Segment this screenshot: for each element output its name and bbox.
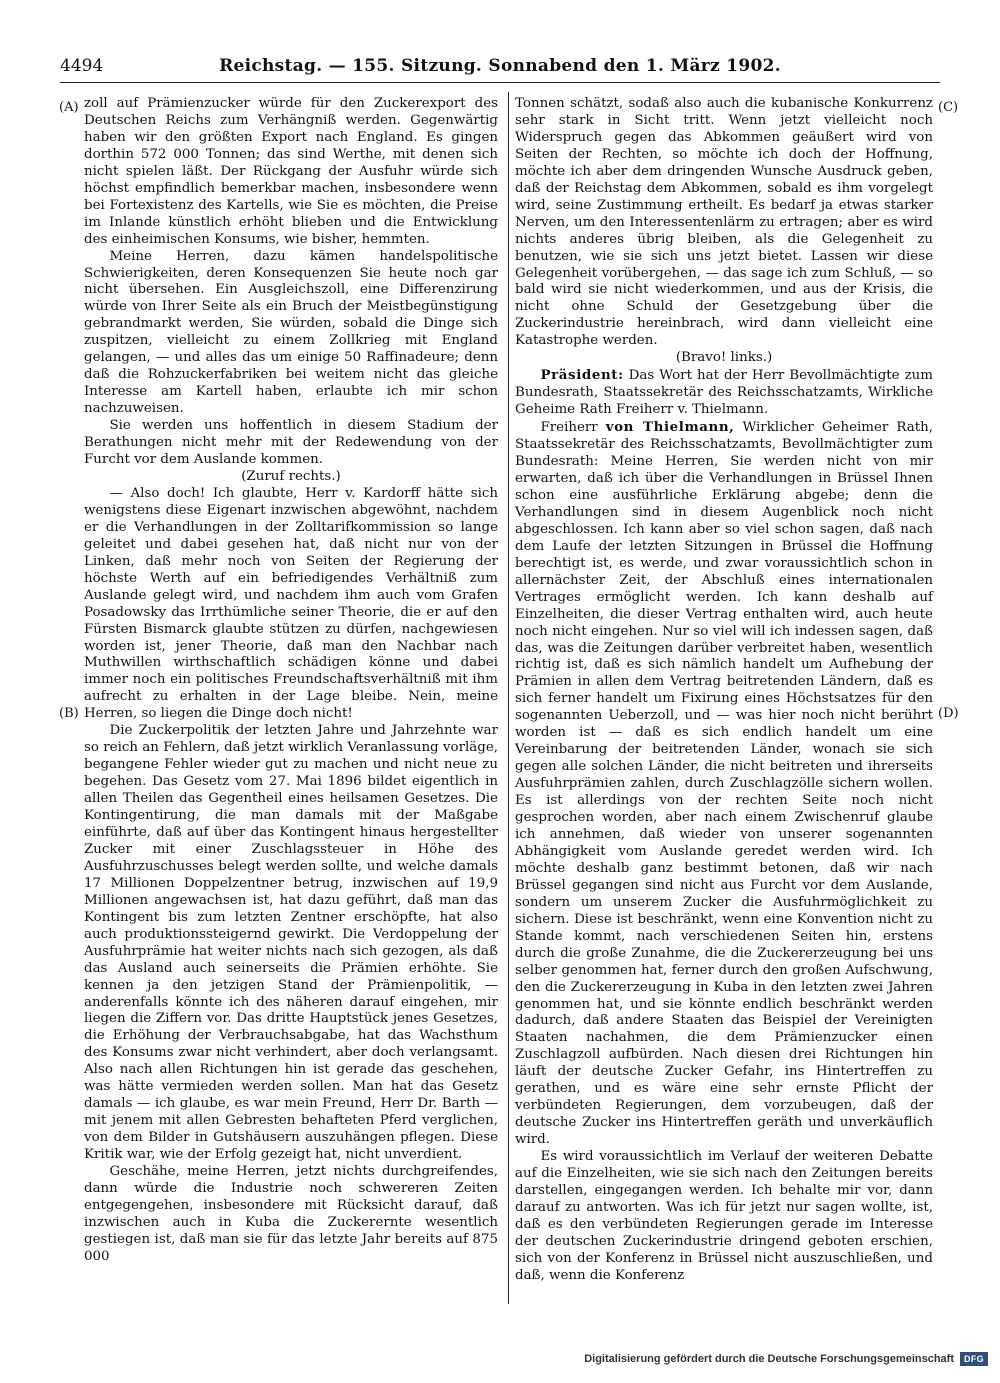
dfg-logo-icon: DFG bbox=[960, 1352, 988, 1366]
paragraph: Die Zuckerpolitik der letzten Jahre und Jahrzehnte war so reich an Fehlern, daß jetzt wirklich Veranlassung vorläge, begangene Fehler wieder gut zu machen und nicht neue zu begehen. Das Gesetz vom 27. Mai 1896 bildet eigentlich in allen Theilen das Gegentheil eines heilsamen Gesetzes. Die Kontingentirung, die man damals mit der Maßgabe einführte, daß auf über das Kontingent hinaus hergestellter Zucker mit einer Zuschlagssteuer in Höhe des Ausfuhrzuschusses belegt werden sollte, und welche damals 17 Millionen Doppelzentner betrug, inzwischen auf 19,9 Millionen angewachsen ist, hat dazu geführt, daß man das Kontingent bis zum letzten Zentner erschöpfte, hat also auch produktionssteigernd gewirkt. Die Verdoppelung der Ausfuhrprämie hat weiter nichts nach sich gezogen, als daß das Ausland auch seinerseits die Prämien erhöhte. Sie kennen ja den jetzigen Stand der Prämienpolitik, — anderenfalls könnte ich des näheren darauf eingehen, mir liegen die Ziffern vor. Das dritte Hauptstück jenes Gesetzes, die Erhöhung der Verbrauchsabgabe, hat das Wachsthum des Konsums zwar nicht verhindert, aber doch verlangsamt. Also nach allen Richtungen hin ist gerade das geschehen, was hätte vermieden werden sollen. Man hat das Gesetz damals — ich glaube, es war mein Freund, Herr Dr. Barth — mit jenem mit allen Gebresten behafteten Pferd verglichen, von dem Bilder in Gutshäusern auszuhängen pflegen. Diese Kritik war, wie der Erfolg gezeigt hat, nicht unverdient. bbox=[84, 723, 498, 1163]
margin-marker-d: (D) bbox=[938, 706, 959, 721]
applause-note: (Bravo! links.) bbox=[675, 350, 773, 366]
statement-text: Das Wort hat der Herr Bevollmächtigte zum Bundesrath, Staatssekretär des Reichsschatzamts, Wirkliche Geheime Rath Freiherr v. Thielmann. bbox=[515, 368, 933, 418]
paragraph: zoll auf Prämienzucker würde für den Zuckerexport des Deutschen Reichs zum Verhängniß werden. Gegenwärtig haben wir den größten Export nach England. Es gingen dorthin 572 000 Tonnen; das sind Werthe, mit denen sich nicht spielen läßt. Der Rückgang der Ausfuhr würde sich höchst empfindlich bemerkbar machen, insbesondere wenn bei Fortexistenz des Kartells, wie Sie es möchten, die Preise im Inlande künstlich erhöht blieben und die Entwicklung des einheimischen Konsums, wie bisher, hemmten. bbox=[84, 96, 498, 247]
paragraph: — Also doch! Ich glaubte, Herr v. Kardorff hätte sich wenigstens diese Eigenart inzwischen abgewöhnt, nachdem er die Verhandlungen in der Zolltarifkommission so lange geleitet und dabei gesehen hat, daß nicht nur von der Linken, daß mehr noch von Seiten der Regierung der höchste Werth auf ein befriedigendes Verhältniß zum Auslande gelegt wird, und nachdem ihm auch vom Grafen Posadowsky das Irrthümliche seiner Theorie, die er auf den Fürsten Bismarck glaubte stützen zu dürfen, nachgewiesen worden ist, jener Theorie, daß man den Nachbar nach Muthwillen wirthschaftlich schädigen könne und dabei immer noch ein politisches Freundschaftsverhältniß mit ihm aufrecht zu erhalten in der Lage bleibe. Nein, meine Herren, so liegen die Dinge doch nicht! bbox=[84, 485, 498, 722]
statement-text: Wirklicher Geheimer Rath, Staatssekretär des Reichsschatzamts, Bevollmächtigter zum Bundesrath: Meine Herren, Sie werden nicht von mir erwarten, daß ich über die Verhandlungen in Brüssel Ihnen schon eine ausführliche Erklärung abgebe; denn die Verhandlungen sind in diesem Augenblick noch nicht abgeschlossen. Ich kann aber so viel schon sagen, daß nach dem Laufe der letzten Sitzungen in Brüssel die Hoffnung berechtigt ist, es werde, und zwar voraussichtlich schon in allernächster Zeit, der Abschluß eines internationalen Vertrages ermöglicht werden. Ich kann deshalb auf Einzelheiten, die dieser Vertrag enthalten wird, auch heute noch nicht eingehen. Nur so viel will ich indessen sagen, daß das, was die Zeitungen darüber verbreitet haben, wesentlich richtig ist, daß es sich nämlich handelt um Aufhebung der Prämien in allen dem Vertrag beitretenden Ländern, daß es sich ferner handelt um Fixirung eines Höchstsatzes für den sogenannten Ueberzoll, und — was hier noch nicht berührt worden ist — daß es sich endlich handelt um eine Vereinbarung der beitretenden Länder, wonach sie sich gegen alle solchen Länder, die nicht beitreten und ihrerseits Ausfuhrprämien zahlen, durch Zuschlagzölle sichern wollen. Es ist allerdings von der rechten Seite noch nicht gesprochen worden, aber nach einem Zwischenruf glaube ich annehmen, daß wieder von unserer sogenannten Abhängigkeit vom Auslande geredet werden wird. Ich möchte deshalb ganz bestimmt betonen, daß wir nach Brüssel gegangen sind nicht aus Furcht vor dem Auslande, sondern um unserem Zucker die Ausfuhrmöglichkeit zu sichern. Diese ist beschränkt, wenn eine Konvention nicht zu Stande kommt, nach verschiedenen Seiten hin, erstens durch die große Zunahme, die die Zuckererzeugung bei uns selber genommen hat, ferner durch den großen Aufschwung, den die Zuckererzeugung in Kuba in den letzten zwei Jahren genommen hat, und sie könnte endlich beschränkt werden dadurch, daß andere Staaten das Beispiel der Vereinigten Staaten nachahmen, die dem Prämienzucker einen Zuschlagzoll aufbürden. Nach diesen drei Richtungen hin läuft der deutsche Zucker Gefahr, ins Hintertreffen zu gerathen, und es wäre eine sehr ernste Pflicht der verbündeten Regierungen, dem vorzubeugen, daß der deutsche Zucker ins Hintertreffen geräth und unverkäuflich wird. bbox=[515, 420, 934, 1148]
paragraph: Meine Herren, dazu kämen handelspolitische Schwierigkeiten, deren Konsequenzen Sie heute noch gar nicht übersehen. Ein Ausgleichszoll, eine Differenzirung würde von Ihrer Seite als ein Bruch der Meistbegünstigung gebrandmarkt werden, Sie würden, sobald die Dinge sich zuspitzen, vielleicht zu einem Zollkrieg mit England gelangen, — und alles das um einige 50 Raffinadeure; denn daß die Rohzuckerfabriken bei weitem nicht das gleiche Interesse am Kartell haben, erlaubte ich mir schon nachzuweisen. bbox=[84, 248, 498, 417]
digitization-credit bbox=[584, 1348, 988, 1370]
page-header bbox=[60, 52, 940, 83]
president-statement bbox=[515, 367, 933, 419]
page-number: 4494 bbox=[60, 56, 104, 76]
running-title: Reichstag. — 155. Sitzung. Sonnabend den 1. März 1902. bbox=[219, 56, 781, 76]
credit-text: Digitalisierung gefördert durch die Deutsche Forschungsgemeinschaft bbox=[584, 1353, 954, 1365]
speaker-statement bbox=[515, 419, 933, 1149]
right-column bbox=[515, 96, 933, 1285]
speaker-label: Präsident: bbox=[540, 367, 624, 384]
paragraph: Es wird voraussichtlich im Verlauf der weiteren Debatte auf die Einzelheiten, wie sie sich nach den Zeitungen bereits darstellen, eingegangen werden. Ich behalte mir vor, dann darauf zu antworten. Was ich für jetzt nur sagen wollte, ist, daß es den verbündeten Regierungen gerade im Interesse der deutschen Zuckerindustrie dringend geboten erschien, sich von der Konferenz in Brüssel nicht auszuschließen, und daß, wenn die Konferenz bbox=[515, 1149, 933, 1283]
paragraph: Geschähe, meine Herren, jetzt nichts durchgreifendes, dann würde die Industrie noch schwereren Zeiten entgegengehen, insbesondere mit Rücksicht darauf, daß inzwischen auch in Kuba die Zuckerernte wesentlich gestiegen ist, daß man sie für das letzte Jahr bereits auf 875 000 bbox=[84, 1164, 498, 1264]
paragraph: Tonnen schätzt, sodaß also auch die kubanische Konkurrenz sehr stark in Sicht tritt. Wenn jetzt vielleicht noch Widerspruch gegen das Abkommen geäußert wird von Seiten der Rechten, so möchte ich doch der Hoffnung, möchte ich aber dem dringenden Wunsche Ausdruck geben, daß der Reichstag dem Abkommen, sobald es ihm vorgelegt wird, seine Zustimmung ertheilt. Es bedarf ja etwas starker Nerven, um den Interessentenlärm zu ertragen; aber es wird nichts anderes übrig bleiben, als die Gelegenheit zu benutzen, wie sie sich uns jetzt bietet. Lassen wir diese Gelegenheit vorübergehen, — das sage ich zum Schluß, — so bald wird sie nicht wiederkommen, und aus der Krisis, die nicht ohne Schuld der Gesetzgebung über die Zuckerindustrie hereinbrach, wird dann vielleicht eine Katastrophe werden. bbox=[515, 96, 933, 349]
margin-marker-b: (B) bbox=[59, 706, 79, 721]
interjection: (Zuruf rechts.) bbox=[241, 468, 341, 484]
speaker-name: von Thielmann, bbox=[605, 419, 735, 436]
margin-marker-c: (C) bbox=[938, 100, 959, 115]
left-column bbox=[84, 96, 498, 1266]
speaker-prefix: Freiherr bbox=[540, 420, 598, 436]
column-divider bbox=[508, 92, 509, 1304]
paragraph: Sie werden uns hoffentlich in diesem Stadium der Berathungen nicht mehr mit der Redewendung von der Furcht vor dem Auslande kommen. bbox=[84, 418, 498, 468]
margin-marker-a: (A) bbox=[59, 100, 79, 115]
